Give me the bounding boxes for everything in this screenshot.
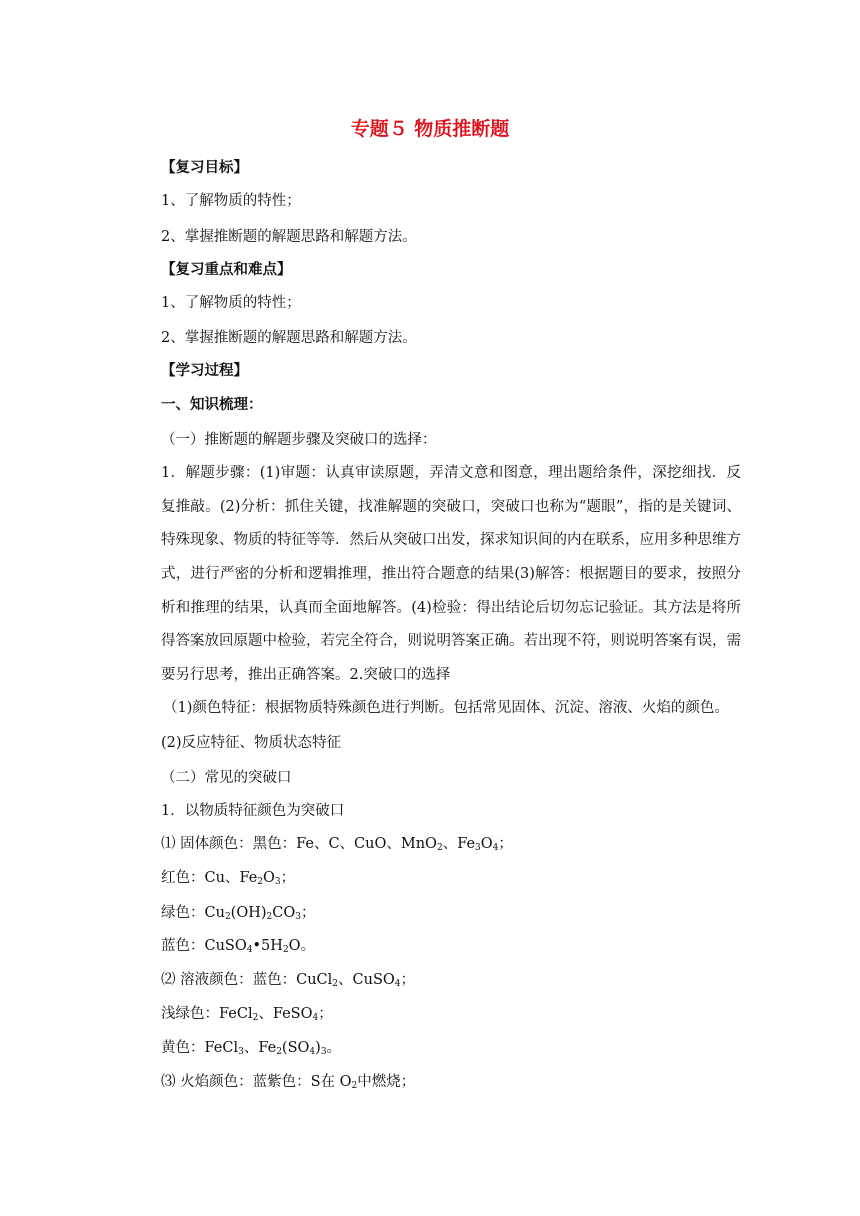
goal-1: 1、了解物质的特性； bbox=[161, 193, 301, 209]
section-knowledge-review: 一、知识梳理： bbox=[161, 397, 263, 413]
page-title: 专题５ 物质推断题 bbox=[350, 118, 510, 140]
solid-colors-red: 红色：Cu、$Fe_2O_3$； bbox=[161, 870, 296, 887]
heading-review-goals: 【复习目标】 bbox=[161, 160, 248, 176]
key-point-2: 2、掌握推断题的解题思路和解题方法。 bbox=[161, 330, 417, 346]
paragraph-line: 析和推理的结果，认真而全面地解答。(4)检验：得出结论后切勿忘记验证。其方法是将所 bbox=[161, 600, 741, 616]
subsection-breakthroughs: （二）常见的突破口 bbox=[161, 770, 292, 786]
key-point-1: 1、了解物质的特性； bbox=[161, 295, 301, 311]
paragraph-line: 1．解题步骤：(1)审题：认真审读原题，弄清文意和图意，理出题给条件，深挖细找．反 bbox=[161, 465, 741, 481]
goal-2: 2、掌握推断题的解题思路和解题方法。 bbox=[161, 229, 417, 245]
subsection-steps: （一）推断题的解题步骤及突破口的选择： bbox=[161, 432, 437, 448]
paragraph-line: 复推敲。(2)分析：抓住关键，找准解题的突破口，突破口也称为“题眼”，指的是关键词、 bbox=[161, 499, 741, 515]
solid-colors-green: 绿色：$Cu_2(OH)_2CO_3$； bbox=[161, 905, 316, 922]
heading-learning-process: 【学习过程】 bbox=[161, 363, 248, 379]
solution-colors-lightgreen: 浅绿色：FeCl$_2$、FeSO$_4$； bbox=[161, 1006, 333, 1023]
paragraph-line: 特殊现象、物质的特征等等．然后从突破口出发，探求知识间的内在联系，应用多种思维方 bbox=[161, 532, 741, 548]
heading-key-points: 【复习重点和难点】 bbox=[161, 262, 292, 278]
reaction-feature-line: (2)反应特征、物质状态特征 bbox=[161, 735, 342, 751]
paragraph-line: 式，进行严密的分析和逻辑推理，推出符合题意的结果(3)解答：根据题目的要求，按照分 bbox=[161, 566, 741, 582]
solution-colors-yellow: 黄色：FeCl$_3$、$Fe_2(SO_4)_3$。 bbox=[161, 1040, 342, 1057]
solid-colors-black: ⑴ 固体颜色：黑色：Fe、C、CuO、MnO$_2$、$Fe_3O_4$； bbox=[161, 836, 513, 853]
color-feature-line: （1)颜色特征：根据物质特殊颜色进行判断。包括常见固体、沉淀、溶液、火焰的颜色。 bbox=[163, 700, 729, 716]
paragraph-line: 要另行思考，推出正确答案。2.突破口的选择 bbox=[161, 667, 451, 683]
solution-colors-blue: ⑵ 溶液颜色：蓝色：CuCl$_2$、CuSO$_4$； bbox=[161, 972, 416, 989]
solid-colors-blue: 蓝色：$CuSO_4•5H_2O$。 bbox=[161, 938, 316, 955]
breakthrough-by-color: 1．以物质特征颜色为突破口 bbox=[161, 803, 345, 819]
paragraph-line: 得答案放回原题中检验，若完全符合，则说明答案正确。若出现不符，则说明答案有误，需 bbox=[161, 633, 741, 649]
flame-colors: ⑶ 火焰颜色：蓝紫色：S在 $O_2$中燃烧； bbox=[161, 1074, 416, 1091]
